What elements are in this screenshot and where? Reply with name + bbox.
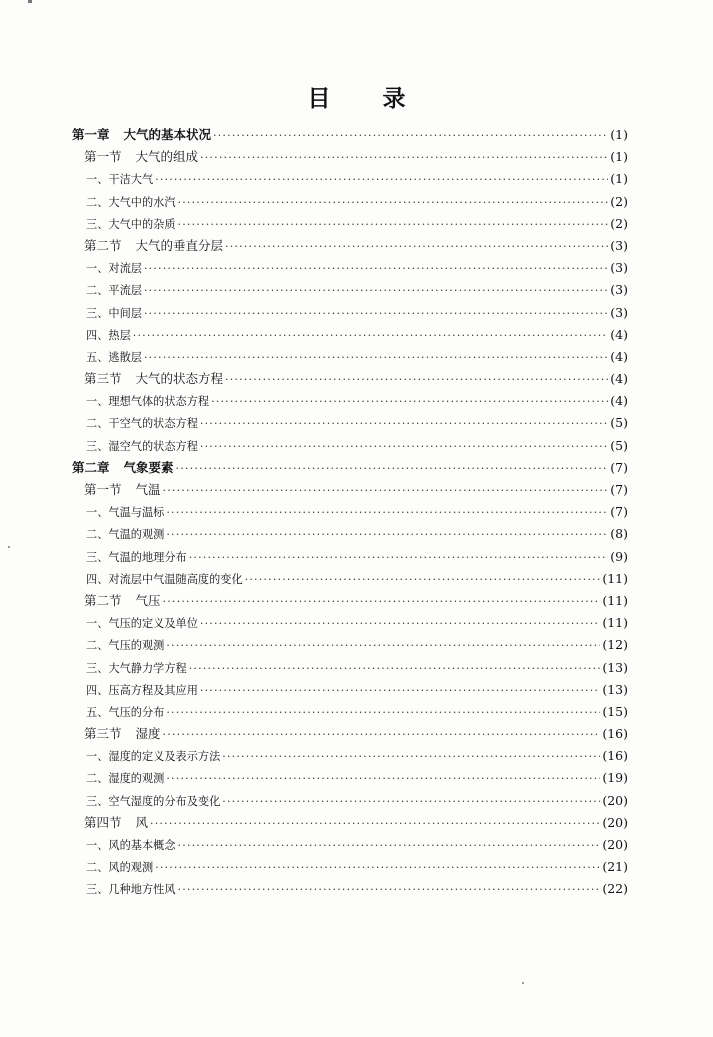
toc-entry-text: 三、湿空气的状态方程 bbox=[86, 439, 198, 453]
toc-entry-label bbox=[72, 768, 164, 790]
toc-entry-section[interactable] bbox=[72, 368, 628, 390]
toc-entry-item[interactable] bbox=[72, 679, 628, 701]
toc-page-number: (9) bbox=[610, 548, 628, 564]
toc-entry-label bbox=[72, 124, 211, 146]
toc-page-number: (4) bbox=[610, 393, 628, 409]
toc-entry-label bbox=[72, 235, 223, 257]
toc-dot-leader bbox=[163, 480, 609, 502]
toc-entry-chapter[interactable] bbox=[72, 124, 628, 146]
toc-entry-text: 一、气压的定义及单位 bbox=[86, 617, 198, 631]
toc-dot-leader bbox=[200, 680, 600, 702]
toc-entry-text: 气象要素 bbox=[123, 459, 174, 475]
toc-entry-item[interactable] bbox=[72, 501, 628, 523]
toc-entry-label bbox=[72, 680, 198, 702]
toc-entry-text: 四、压高方程及其应用 bbox=[86, 683, 198, 697]
toc-page-number: (7) bbox=[610, 459, 628, 475]
toc-entry-label bbox=[72, 457, 174, 479]
toc-entry-item[interactable] bbox=[72, 523, 628, 545]
toc-entry-item[interactable] bbox=[72, 834, 628, 856]
toc-entry-label bbox=[72, 502, 164, 524]
toc-page-number: (22) bbox=[602, 881, 628, 897]
toc-entry-number: 第二节 bbox=[84, 592, 122, 608]
toc-entry-label bbox=[72, 258, 142, 280]
toc-entry-label bbox=[72, 569, 243, 591]
toc-entry-number: 第一章 bbox=[72, 127, 110, 142]
toc-entry-label bbox=[72, 746, 220, 768]
toc-dot-leader bbox=[200, 436, 608, 458]
toc-entry-item[interactable] bbox=[72, 279, 628, 301]
toc-dot-leader bbox=[222, 746, 600, 768]
toc-entry-label bbox=[72, 413, 198, 435]
toc-entry-chapter[interactable] bbox=[72, 457, 628, 479]
toc-dot-leader bbox=[178, 835, 601, 857]
toc-entry-label bbox=[72, 635, 164, 657]
toc-dot-leader bbox=[144, 303, 608, 325]
toc-entry-item[interactable] bbox=[72, 257, 628, 279]
toc-entry-label bbox=[72, 791, 220, 813]
scan-artifact bbox=[28, 0, 32, 3]
toc-page-number: (3) bbox=[610, 237, 628, 253]
toc-entry-label bbox=[72, 879, 176, 901]
toc-entry-label bbox=[72, 436, 198, 458]
toc-entry-section[interactable] bbox=[72, 812, 628, 834]
toc-dot-leader bbox=[150, 813, 600, 835]
toc-page-number: (13) bbox=[602, 659, 628, 675]
toc-dot-leader bbox=[166, 502, 608, 524]
toc-entry-label bbox=[72, 524, 164, 546]
toc-entry-text: 四、热层 bbox=[86, 328, 131, 342]
toc-entry-text: 风 bbox=[135, 814, 149, 830]
toc-page-number: (16) bbox=[602, 726, 628, 742]
toc-dot-leader bbox=[189, 547, 609, 569]
toc-entry-text: 三、中间层 bbox=[86, 306, 142, 320]
toc-entry-text: 大气的组成 bbox=[135, 149, 199, 165]
toc-dot-leader bbox=[200, 413, 608, 435]
toc-page-number: (4) bbox=[610, 326, 628, 342]
toc-entry-section[interactable] bbox=[72, 590, 628, 612]
toc-dot-leader bbox=[155, 857, 600, 879]
toc-dot-leader bbox=[245, 569, 601, 591]
toc-entry-text: 大气的基本状况 bbox=[123, 127, 212, 142]
toc-page-number: (8) bbox=[610, 526, 628, 542]
toc-entry-label bbox=[72, 146, 198, 168]
toc-entry-text: 三、大气中的杂质 bbox=[86, 217, 176, 231]
toc-entry-label bbox=[72, 368, 223, 390]
scan-speck bbox=[8, 546, 10, 548]
page-title-part1: 目 bbox=[307, 86, 331, 112]
toc-entry-text: 大气的状态方程 bbox=[135, 371, 224, 387]
toc-page-number: (21) bbox=[602, 859, 628, 875]
toc-dot-leader bbox=[211, 391, 608, 413]
toc-entry-label bbox=[72, 214, 176, 236]
toc-entry-text: 二、风的观测 bbox=[86, 861, 154, 875]
toc-dot-leader bbox=[163, 591, 601, 613]
toc-page-number: (20) bbox=[602, 837, 628, 852]
toc-entry-text: 气压 bbox=[135, 592, 161, 608]
toc-entry-item[interactable] bbox=[72, 701, 628, 723]
toc-page-number: (1) bbox=[610, 171, 628, 187]
toc-dot-leader bbox=[178, 879, 601, 901]
toc-entry-item[interactable] bbox=[72, 856, 628, 878]
toc-dot-leader bbox=[178, 214, 609, 236]
page-title-part2: 录 bbox=[382, 86, 406, 112]
toc-entry-section[interactable] bbox=[72, 479, 628, 501]
toc-dot-leader bbox=[222, 791, 600, 813]
toc-entry-label bbox=[72, 391, 209, 413]
toc-entry-item[interactable] bbox=[72, 390, 628, 412]
toc-entry-item[interactable] bbox=[72, 435, 628, 457]
toc-entry-item[interactable] bbox=[72, 168, 628, 190]
toc-page-number: (2) bbox=[610, 193, 628, 209]
toc-dot-leader bbox=[176, 458, 609, 480]
toc-dot-leader bbox=[163, 724, 601, 746]
toc-entry-label bbox=[72, 723, 161, 745]
toc-entry-text: 二、湿度的观测 bbox=[86, 772, 165, 786]
toc-entry-label bbox=[72, 812, 148, 834]
toc-page-number: (3) bbox=[610, 260, 628, 276]
toc-entry-text: 气温 bbox=[135, 482, 161, 497]
toc-entry-text: 三、几种地方性风 bbox=[86, 883, 176, 897]
toc-entry-text: 一、气温与温标 bbox=[86, 506, 165, 520]
toc-entry-item[interactable] bbox=[72, 412, 628, 434]
toc-page-number: (5) bbox=[610, 415, 628, 431]
toc-entry-item[interactable] bbox=[72, 612, 628, 634]
toc-entry-text: 四、对流层中气温随高度的变化 bbox=[86, 572, 243, 586]
toc-entry-item[interactable] bbox=[72, 213, 628, 235]
toc-entry-text: 大气的垂直分层 bbox=[135, 237, 224, 253]
toc-page-number: (11) bbox=[602, 592, 628, 608]
toc-dot-leader bbox=[225, 369, 608, 391]
toc-entry-text: 一、对流层 bbox=[86, 262, 142, 276]
toc-entry-item[interactable] bbox=[72, 568, 628, 590]
toc-entry-text: 二、干空气的状态方程 bbox=[86, 417, 198, 431]
toc-dot-leader bbox=[155, 169, 608, 191]
toc-entry-item[interactable] bbox=[72, 324, 628, 346]
toc-entry-text: 二、气温的观测 bbox=[86, 528, 165, 542]
toc-dot-leader bbox=[213, 125, 608, 147]
toc-entry-number: 第二节 bbox=[84, 237, 122, 253]
toc-entry-item[interactable] bbox=[72, 346, 628, 368]
toc-page-number: (20) bbox=[602, 792, 628, 808]
toc-entry-text: 三、空气湿度的分布及变化 bbox=[86, 794, 221, 808]
toc-entry-text: 一、干洁大气 bbox=[86, 173, 154, 187]
toc-dot-leader bbox=[144, 258, 608, 280]
toc-entry-text: 五、气压的分布 bbox=[86, 705, 165, 719]
toc-entry-label bbox=[72, 658, 187, 680]
toc-page-number: (16) bbox=[602, 748, 628, 764]
toc-entry-text: 三、气温的地理分布 bbox=[86, 550, 187, 564]
page-title bbox=[0, 80, 713, 113]
toc-entry-text: 二、大气中的水汽 bbox=[86, 195, 176, 209]
toc-entry-number: 第一节 bbox=[84, 482, 122, 497]
toc-page-number: (4) bbox=[610, 348, 628, 364]
toc-page-number: (1) bbox=[610, 149, 628, 165]
toc-entry-text: 五、逃散层 bbox=[86, 350, 142, 364]
toc-dot-leader bbox=[133, 325, 609, 347]
toc-entry-item[interactable] bbox=[72, 191, 628, 213]
toc-entry-label bbox=[72, 169, 153, 191]
toc-entry-text: 一、湿度的定义及表示方法 bbox=[86, 750, 221, 764]
toc-page-number: (4) bbox=[610, 371, 628, 387]
toc-entry-label bbox=[72, 347, 142, 369]
toc-entry-text: 二、平流层 bbox=[86, 284, 142, 298]
toc-dot-leader bbox=[166, 524, 608, 546]
toc-entry-number: 第一节 bbox=[84, 149, 122, 165]
toc-page-number: (19) bbox=[602, 770, 628, 786]
toc-entry-label bbox=[72, 590, 161, 612]
toc-page-number: (15) bbox=[602, 703, 628, 719]
toc-entry-text: 湿度 bbox=[135, 726, 161, 742]
toc-dot-leader bbox=[144, 347, 608, 369]
toc-entry-label bbox=[72, 192, 176, 214]
toc-entry-label bbox=[72, 325, 131, 347]
toc-dot-leader bbox=[225, 236, 608, 258]
toc-entry-item[interactable] bbox=[72, 878, 628, 900]
toc-page-number: (20) bbox=[602, 814, 628, 830]
toc-entry-section[interactable] bbox=[72, 146, 628, 168]
toc-entry-number: 第二章 bbox=[72, 459, 110, 475]
toc-page-number: (2) bbox=[610, 215, 628, 231]
toc-page-number: (5) bbox=[610, 437, 628, 453]
toc-entry-label bbox=[72, 835, 176, 857]
toc-page-number: (11) bbox=[602, 615, 628, 631]
toc-page-number: (12) bbox=[602, 637, 628, 653]
toc-entry-label bbox=[72, 613, 198, 635]
toc-entry-text: 三、大气静力学方程 bbox=[86, 661, 187, 675]
toc-entry-number: 第三节 bbox=[84, 726, 122, 742]
toc-dot-leader bbox=[178, 192, 609, 214]
toc-entry-section[interactable] bbox=[72, 723, 628, 745]
toc-entry-label bbox=[72, 479, 161, 501]
toc-dot-leader bbox=[189, 658, 601, 680]
toc-entry-item[interactable] bbox=[72, 657, 628, 679]
toc-entry-item[interactable] bbox=[72, 634, 628, 656]
toc-page-number: (7) bbox=[610, 504, 628, 520]
toc-page-number: (7) bbox=[610, 482, 628, 497]
toc-entry-item[interactable] bbox=[72, 302, 628, 324]
toc-entry-label bbox=[72, 702, 164, 724]
toc-dot-leader bbox=[200, 613, 600, 635]
toc-entry-label bbox=[72, 280, 142, 302]
toc-dot-leader bbox=[144, 280, 608, 302]
toc-entry-number: 第四节 bbox=[84, 814, 122, 830]
toc-page-number: (1) bbox=[610, 127, 628, 142]
toc-entry-item[interactable] bbox=[72, 767, 628, 789]
toc-page-number: (3) bbox=[610, 282, 628, 298]
toc-entry-item[interactable] bbox=[72, 546, 628, 568]
table-of-contents bbox=[72, 124, 628, 901]
toc-entry-label bbox=[72, 857, 153, 879]
toc-entry-item[interactable] bbox=[72, 790, 628, 812]
toc-dot-leader bbox=[166, 702, 600, 724]
toc-entry-text: 一、风的基本概念 bbox=[86, 839, 176, 852]
toc-entry-section[interactable] bbox=[72, 235, 628, 257]
toc-entry-label bbox=[72, 547, 187, 569]
toc-entry-item[interactable] bbox=[72, 745, 628, 767]
toc-entry-label bbox=[72, 303, 142, 325]
toc-entry-number: 第三节 bbox=[84, 371, 122, 387]
toc-page-number: (11) bbox=[602, 570, 628, 586]
toc-entry-text: 二、气压的观测 bbox=[86, 639, 165, 653]
toc-dot-leader bbox=[200, 147, 608, 169]
toc-dot-leader bbox=[166, 768, 600, 790]
toc-entry-text: 一、理想气体的状态方程 bbox=[86, 395, 210, 409]
toc-page-number: (3) bbox=[610, 304, 628, 320]
scan-speck bbox=[522, 982, 524, 984]
toc-page-number: (13) bbox=[602, 681, 628, 697]
toc-dot-leader bbox=[166, 635, 600, 657]
